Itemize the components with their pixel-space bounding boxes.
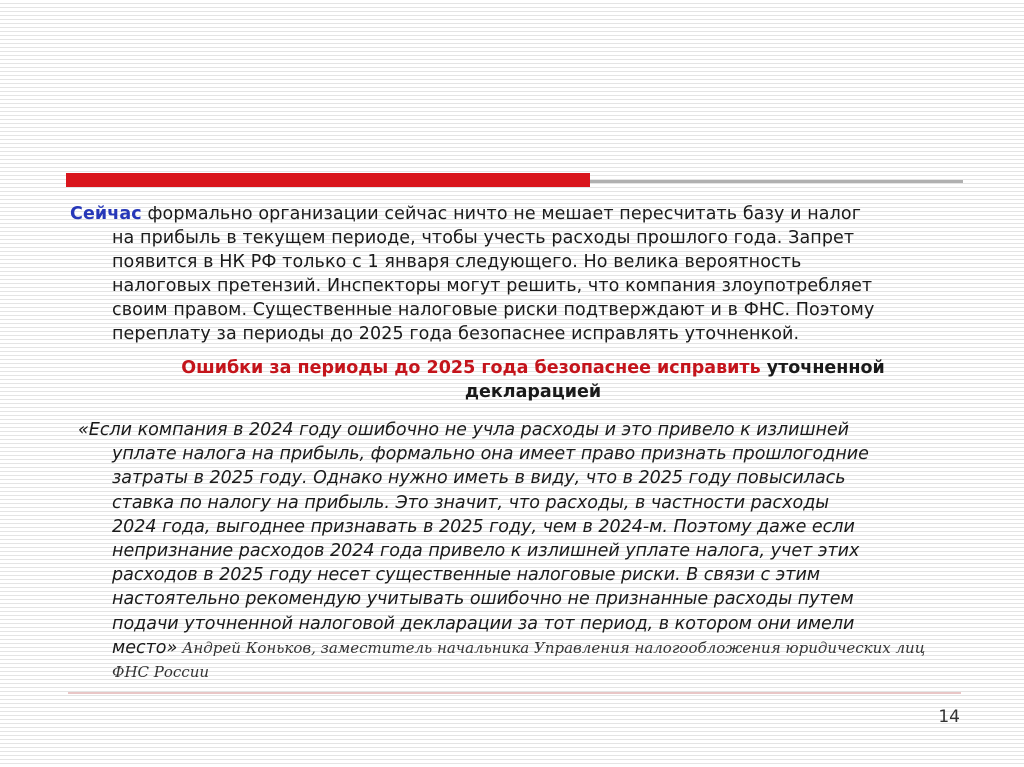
header-bar-red — [66, 173, 590, 187]
page-number: 14 — [938, 707, 960, 727]
header-accent-bar — [66, 173, 963, 187]
intro-paragraph — [70, 202, 960, 346]
intro-line: налоговых претензий. Инспекторы могут решить, что компания злоупотребляет — [112, 276, 873, 296]
quote-line: уплате налога на прибыль, формально она имеет право признать прошлогодние — [112, 444, 869, 465]
quote-last-line — [78, 636, 968, 660]
intro-line: переплату за периоды до 2025 года безопаснее исправлять уточненкой. — [112, 324, 800, 344]
quote-end: место» — [112, 637, 178, 658]
subheading — [120, 356, 946, 404]
subheading-line-1 — [120, 356, 946, 380]
footer-divider — [68, 692, 961, 694]
quote-line: ставка по налогу на прибыль. Это значит, что расходы, в частности расходы — [112, 492, 830, 513]
quote-line: настоятельно рекомендую учитывать ошибочно не признанные расходы путем — [112, 589, 854, 610]
intro-line-1: формально организации сейчас ничто не мешает пересчитать базу и налог — [141, 204, 862, 224]
intro-line: появится в НК РФ только с 1 января следующего. Но велика вероятность — [112, 252, 802, 272]
quote-line: «Если компания в 2024 году ошибочно не учла расходы и это привело к излишней — [78, 420, 850, 440]
intro-first-line — [70, 202, 960, 226]
subheading-red-part: Ошибки за периоды до 2025 года безопаснее исправить — [181, 358, 761, 378]
quote-line: непризнание расходов 2024 года привело к излишней уплате налога, учет этих — [112, 541, 860, 562]
header-bar-grey — [590, 180, 963, 183]
subheading-dark-part: уточненной — [760, 358, 885, 378]
quote-line: расходов в 2025 году несет существенные налоговые риски. В связи с этим — [112, 565, 821, 586]
quote-line: 2024 года, выгоднее признавать в 2025 году, чем в 2024-м. Поэтому даже если — [112, 516, 855, 537]
intro-line: на прибыль в текущем периоде, чтобы учесть расходы прошлого года. Запрет — [112, 228, 855, 248]
quote-line: подачи уточненной налоговой декларации за тот период, в котором они имели — [112, 613, 855, 634]
intro-line: своим правом. Существенные налоговые риски подтверждают и в ФНС. Поэтому — [112, 300, 875, 320]
expert-quote — [78, 418, 968, 684]
quote-line: затраты в 2025 году. Однако нужно иметь в виду, что в 2025 году повысилась — [112, 468, 846, 489]
quote-attribution-line-2: ФНС России — [112, 663, 210, 682]
subheading-line-2: декларацией — [464, 382, 602, 402]
intro-keyword: Сейчас — [70, 204, 142, 224]
quote-attribution: Андрей Коньков, заместитель начальника Управления налогообложения юридических лиц — [177, 638, 926, 657]
